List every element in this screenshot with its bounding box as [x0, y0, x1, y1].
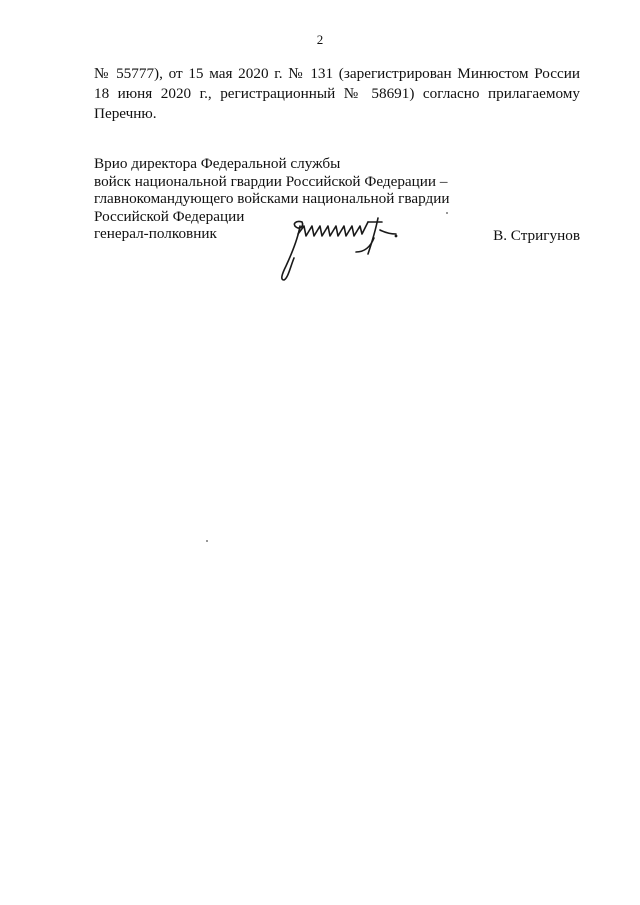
paragraph-line: 18 июня 2020 г., регистрационный № 58691) согласно прилагаемому: [94, 85, 580, 102]
position-line: Врио директора Федеральной службы: [94, 155, 341, 172]
scan-speck: [206, 540, 208, 542]
scan-speck: [446, 212, 448, 214]
position-line: войск национальной гвардии Российской Федерации –: [94, 172, 448, 190]
position-line: Российской Федерации: [94, 207, 245, 225]
paragraph-line: Перечню.: [94, 105, 157, 122]
handwritten-signature: [272, 208, 412, 288]
signer-name: В. Стригунов: [493, 227, 580, 244]
body-paragraph: [94, 64, 580, 124]
paragraph-line: № 55777), от 15 мая 2020 г. № 131 (зарегистрирован Минюстом России: [94, 65, 580, 82]
page-number: 2: [316, 32, 324, 47]
position-line: генерал-полковник: [94, 225, 217, 242]
position-line: главнокомандующего войсками национальной гвардии: [94, 190, 450, 207]
